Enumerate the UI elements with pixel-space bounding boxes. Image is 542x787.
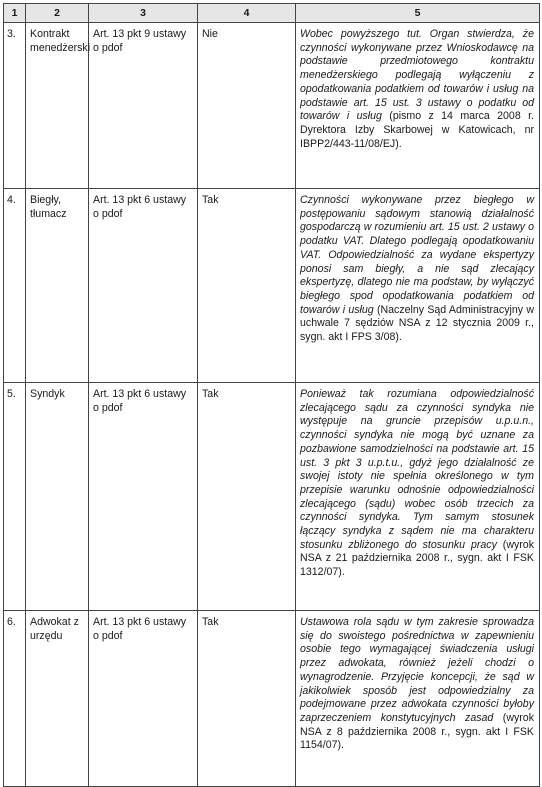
vat-flag: Nie [198,23,296,189]
description-source: (wyrok NSA z 8 października 2008 r., sygn. akt I FSK 1154/07). [300,711,534,752]
row-number: 4. [4,189,26,383]
table-row [4,23,540,189]
column-header: 3 [89,4,198,23]
description-quote: Wobec powyższego tut. Organ stwierdza, że czynności wykonywane przez Wnioskodawcę na podstawie przedmiotowego kontraktu menedżerskiego podlegają wyłączeniu z opodatkowania podatkiem od towarów i usług na podstawie art. 15 ust. 3 ustawy o podatku od towarów i usług [300,28,534,123]
contract-name: Biegły, tłumacz [26,189,89,383]
column-header: 2 [26,4,89,23]
row-number: 6. [4,611,26,787]
column-header: 4 [198,4,296,23]
column-header: 5 [296,4,540,23]
description-quote: Ustawowa rola sądu w tym zakresie sprowadza się do swoistego pośrednictwa w zapewnieniu osobie tego wymagającej świadczenia usługi przez adwokata, również jeżeli chodzi o wynagrodzenie. Przyjęcie koncepcji, że sąd w jakikolwiek sposób jest odpowiedzialny za podejmowane przez adwokata czynności byłoby zaprzeczeniem konstytucyjnych zasad [300,616,534,724]
article-reference: Art. 13 pkt 6 ustawy o pdof [89,383,198,611]
description-source: (wyrok NSA z 21 października 2008 r., sygn. akt I FSK 1312/07). [300,538,534,579]
contract-name: Adwokat z urzędu [26,611,89,787]
row-number: 3. [4,23,26,189]
row-number: 5. [4,383,26,611]
description-source: (Naczelny Sąd Administracyjny w uchwale 7 sędziów NSA z 12 stycznia 2009 r., sygn. akt I FPS 3/08). [300,303,534,344]
article-reference: Art. 13 pkt 6 ustawy o pdof [89,189,198,383]
table-row [4,611,540,787]
article-reference: Art. 13 pkt 6 ustawy o pdof [89,611,198,787]
article-reference: Art. 13 pkt 9 ustawy o pdof [89,23,198,189]
description [296,23,540,189]
description [296,189,540,383]
vat-flag: Tak [198,189,296,383]
table-row [4,383,540,611]
vat-flag: Tak [198,611,296,787]
table-row [4,189,540,383]
description [296,383,540,611]
contract-name: Kontrakt menedżerski [26,23,89,189]
contract-name: Syndyk [26,383,89,611]
vat-flag: Tak [198,383,296,611]
description-quote: Ponieważ tak rozumiana odpowiedzialność zlecającego sądu za czynności syndyka nie występuje na gruncie przepisów u.p.u.n., czynności syndyka nie mogą być uznane za pozbawione samodzielności na podstawie art. 15 ust. 3 pkt 3 u.p.t.u., gdyż jego działalność ze swojej istoty nie spełnia określonego w tym przepisie warunku odnośnie odpowiedzialności zlecającego (sądu) wobec osób trzecich za czynności syndyka. Tym samym stosunek łączący syndyka z sądem nie ma charakteru stosunku zbliżonego do stosunku pracy [300,388,534,551]
legal-table [3,3,540,787]
description-quote: Czynności wykonywane przez biegłego w postępowaniu sądowym stanowią działalność gospodarczą w rozumieniu art. 15 ust. 2 ustawy o podatku VAT. Dlatego podlegają opodatkowaniu VAT. Odpowiedzialność za wydane ekspertyzy ponosi sam biegły, a nie sąd zlecający ekspertyzę, dlatego nie ma podstaw, by wyłączyć biegłego spod opodatkowania podatkiem od towarów i usług [300,194,534,316]
description [296,611,540,787]
description-source: (pismo z 14 marca 2008 r. Dyrektora Izby Skarbowej w Katowicach, nr IBPP2/443-11/08/EJ). [300,110,534,150]
header-row [4,4,540,23]
column-header: 1 [4,4,26,23]
